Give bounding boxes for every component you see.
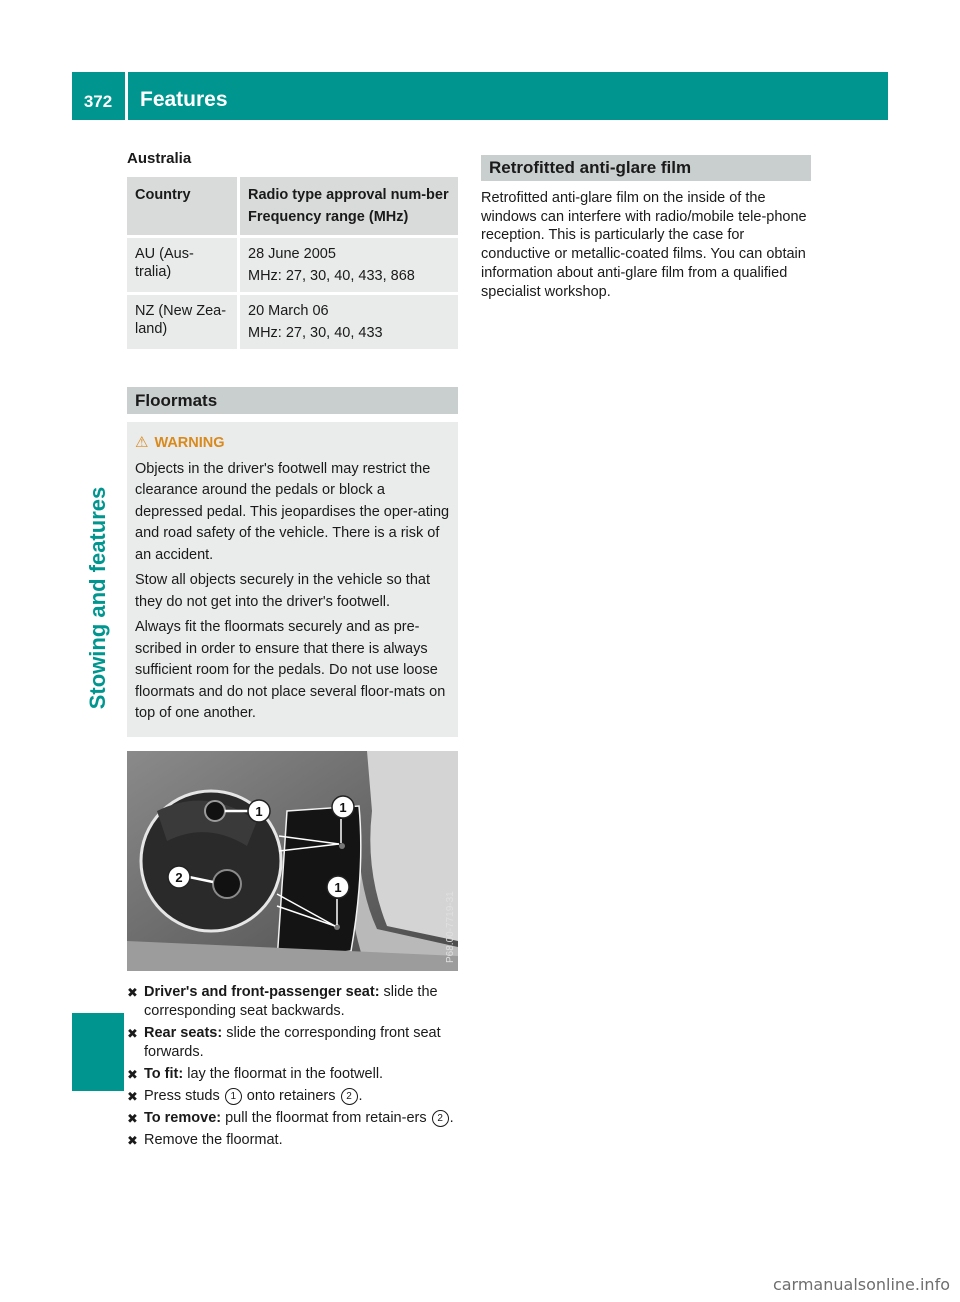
retrofit-heading: Retrofitted anti-glare film (481, 155, 811, 181)
side-tab-label: Stowing and features (85, 486, 110, 710)
table-header-country: Country (127, 177, 240, 235)
callout-2-ref: 2 (432, 1110, 449, 1127)
warning-paragraph: Always fit the floormats securely and as pre-scribed in order to ensure that there is always sufficient room for the pedals. Do not use loose floormats and do not place several floor-mats on top of one another. (135, 619, 446, 721)
table-cell-approval (240, 292, 458, 349)
side-tab-marker (72, 1013, 124, 1091)
approval-header-line: Radio type approval num-ber (248, 187, 449, 203)
header-divider (125, 72, 128, 120)
floormats-heading: Floormats (127, 387, 458, 414)
list-item: ✖ To remove: pull the floormat from retain-ers 2 . (127, 1109, 454, 1126)
callout-1-ref: 1 (225, 1088, 242, 1105)
arrow-icon: ✖ (127, 1088, 138, 1104)
left-column (127, 150, 458, 1153)
warning-paragraph: Objects in the driver's footwell may restrict the clearance around the pedals or block a depressed pedal. This jeopardises the oper-ating and road safety of the vehicle. There is a risk of an accident. (135, 460, 450, 563)
frequency-range: MHz: 27, 30, 40, 433, 868 (248, 268, 415, 284)
table-cell-approval (240, 235, 458, 292)
warning-title: ⚠ WARNING (135, 432, 452, 455)
floormat-photo (127, 751, 458, 971)
table-cell-country: NZ (New Zea-land) (127, 292, 240, 349)
list-item: ✖ Remove the floormat. (127, 1131, 283, 1148)
callout-1 (248, 800, 270, 822)
callout-1 (327, 876, 349, 898)
list-item: ✖ Press studs 1 onto retainers 2 . (127, 1087, 363, 1104)
table-cell-country: AU (Aus-tralia) (127, 235, 240, 292)
list-item: ✖ Driver's and front-passenger seat: slide the corresponding seat backwards. (127, 983, 438, 1019)
radio-approval-table (127, 177, 458, 349)
side-tab (72, 128, 124, 1208)
svg-text:1: 1 (334, 879, 342, 895)
arrow-icon: ✖ (127, 1025, 138, 1041)
watermark: carmanualsonline.info (772, 1275, 950, 1294)
frequency-header-line: Frequency range (MHz) (248, 209, 409, 225)
callout-2-ref: 2 (341, 1088, 358, 1105)
retrofit-paragraph: Retrofitted anti-glare film on the inside of the windows can interfere with radio/mobile tele-phone reception. This is particularly the case for conductive or metallic-coated films. You can obtain information about anti-glare film from a qualified specialist workshop. (481, 190, 807, 300)
instruction-list (127, 983, 458, 1150)
warning-triangle-icon: ⚠ (135, 434, 149, 451)
list-item: ✖ To fit: lay the floormat in the footwell. (127, 1065, 384, 1082)
arrow-icon: ✖ (127, 984, 138, 1000)
arrow-icon: ✖ (127, 1066, 138, 1082)
warning-box (127, 422, 458, 737)
australia-subheading: Australia (127, 150, 192, 167)
table-header-row (127, 177, 458, 235)
page-title: Features (140, 88, 228, 111)
callout-2 (168, 866, 190, 888)
warning-paragraph: Stow all objects securely in the vehicle so that they do not get into the driver's footwell. (135, 572, 430, 610)
table-header-approval (240, 177, 458, 235)
list-item: ✖ Rear seats: slide the corresponding front seat forwards. (127, 1024, 441, 1060)
approval-date: 28 June 2005 (248, 246, 336, 262)
svg-text:2: 2 (175, 869, 183, 885)
frequency-range: MHz: 27, 30, 40, 433 (248, 325, 383, 341)
page-header (72, 72, 888, 120)
arrow-icon: ✖ (127, 1110, 138, 1126)
svg-text:1: 1 (339, 799, 347, 815)
floormat-illustration (127, 751, 458, 971)
approval-date: 20 March 06 (248, 303, 329, 319)
svg-text:1: 1 (255, 803, 263, 819)
image-code: P68.00-7719-31 (445, 890, 456, 963)
callout-1 (332, 796, 354, 818)
table-row (127, 235, 458, 292)
arrow-icon: ✖ (127, 1132, 138, 1148)
right-column (481, 155, 811, 301)
page-number: 372 (83, 92, 113, 111)
table-row (127, 292, 458, 349)
